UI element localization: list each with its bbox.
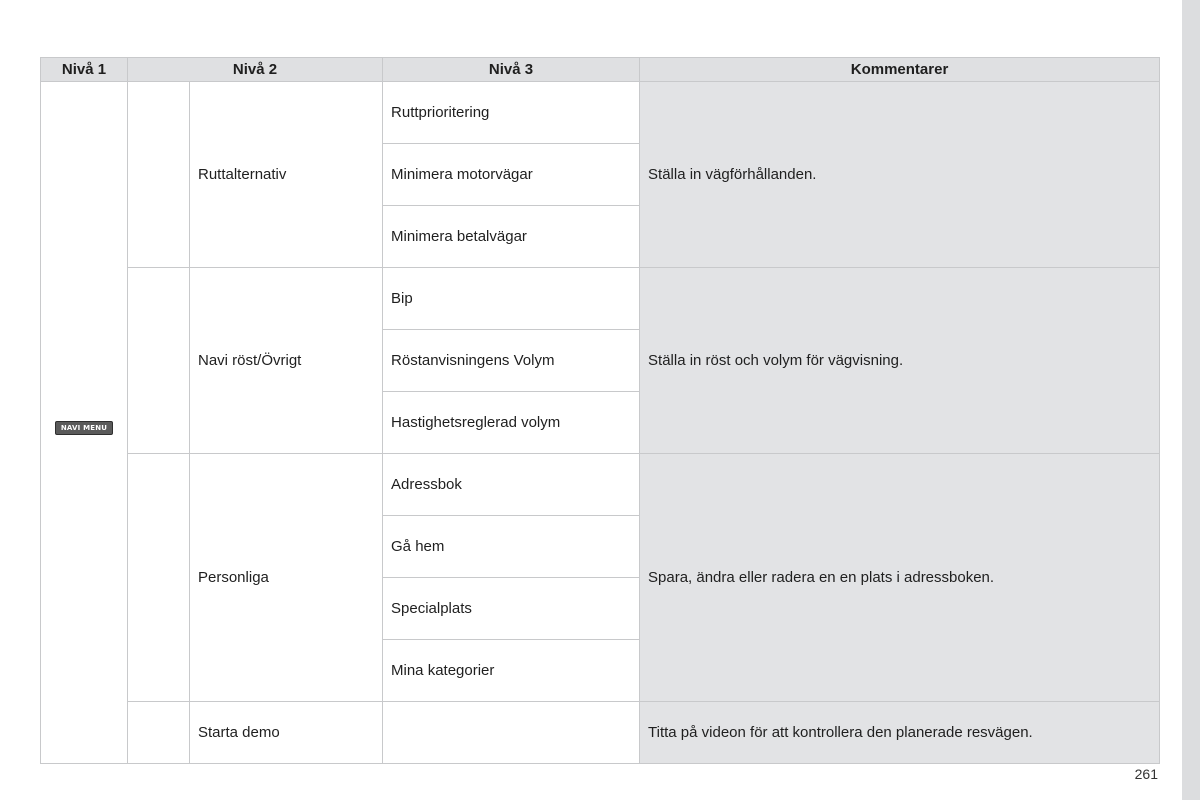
table-row bbox=[41, 268, 1160, 330]
header-level2: Nivå 2 bbox=[128, 58, 383, 82]
level3-cell: Ruttprioritering bbox=[383, 82, 640, 144]
page-number: 261 bbox=[1134, 766, 1158, 782]
level2-spacer bbox=[128, 268, 190, 454]
table-row bbox=[41, 702, 1160, 764]
level2-spacer bbox=[128, 82, 190, 268]
level3-cell: Adressbok bbox=[383, 454, 640, 516]
level2-spacer bbox=[128, 702, 190, 764]
comment-cell: Titta på videon för att kontrollera den planerade resvägen. bbox=[640, 702, 1160, 764]
comment-cell: Ställa in vägförhållanden. bbox=[640, 82, 1160, 268]
level3-cell: Bip bbox=[383, 268, 640, 330]
level2-cell: Navi röst/Övrigt bbox=[190, 268, 383, 454]
level3-cell: Röstanvisningens Volym bbox=[383, 330, 640, 392]
level3-cell: Specialplats bbox=[383, 578, 640, 640]
header-comments: Kommentarer bbox=[640, 58, 1160, 82]
table-row bbox=[41, 454, 1160, 516]
level3-cell: Gå hem bbox=[383, 516, 640, 578]
level3-cell: Minimera motorvägar bbox=[383, 144, 640, 206]
level3-cell: Minimera betalvägar bbox=[383, 206, 640, 268]
navi-menu-button[interactable]: NAVI MENU bbox=[55, 421, 113, 435]
level2-spacer bbox=[128, 454, 190, 702]
level1-cell bbox=[41, 82, 128, 764]
level2-cell: Ruttalternativ bbox=[190, 82, 383, 268]
level2-cell: Personliga bbox=[190, 454, 383, 702]
level3-cell: Hastighetsreglerad volym bbox=[383, 392, 640, 454]
header-level3: Nivå 3 bbox=[383, 58, 640, 82]
side-tab bbox=[1182, 0, 1200, 800]
level3-cell: Mina kategorier bbox=[383, 640, 640, 702]
table-row bbox=[41, 82, 1160, 144]
navi-menu-table bbox=[40, 57, 1160, 764]
header-level1: Nivå 1 bbox=[41, 58, 128, 82]
level3-cell bbox=[383, 702, 640, 764]
comment-cell: Spara, ändra eller radera en en plats i adressboken. bbox=[640, 454, 1160, 702]
level2-cell: Starta demo bbox=[190, 702, 383, 764]
table-header-row bbox=[41, 58, 1160, 82]
comment-cell: Ställa in röst och volym för vägvisning. bbox=[640, 268, 1160, 454]
